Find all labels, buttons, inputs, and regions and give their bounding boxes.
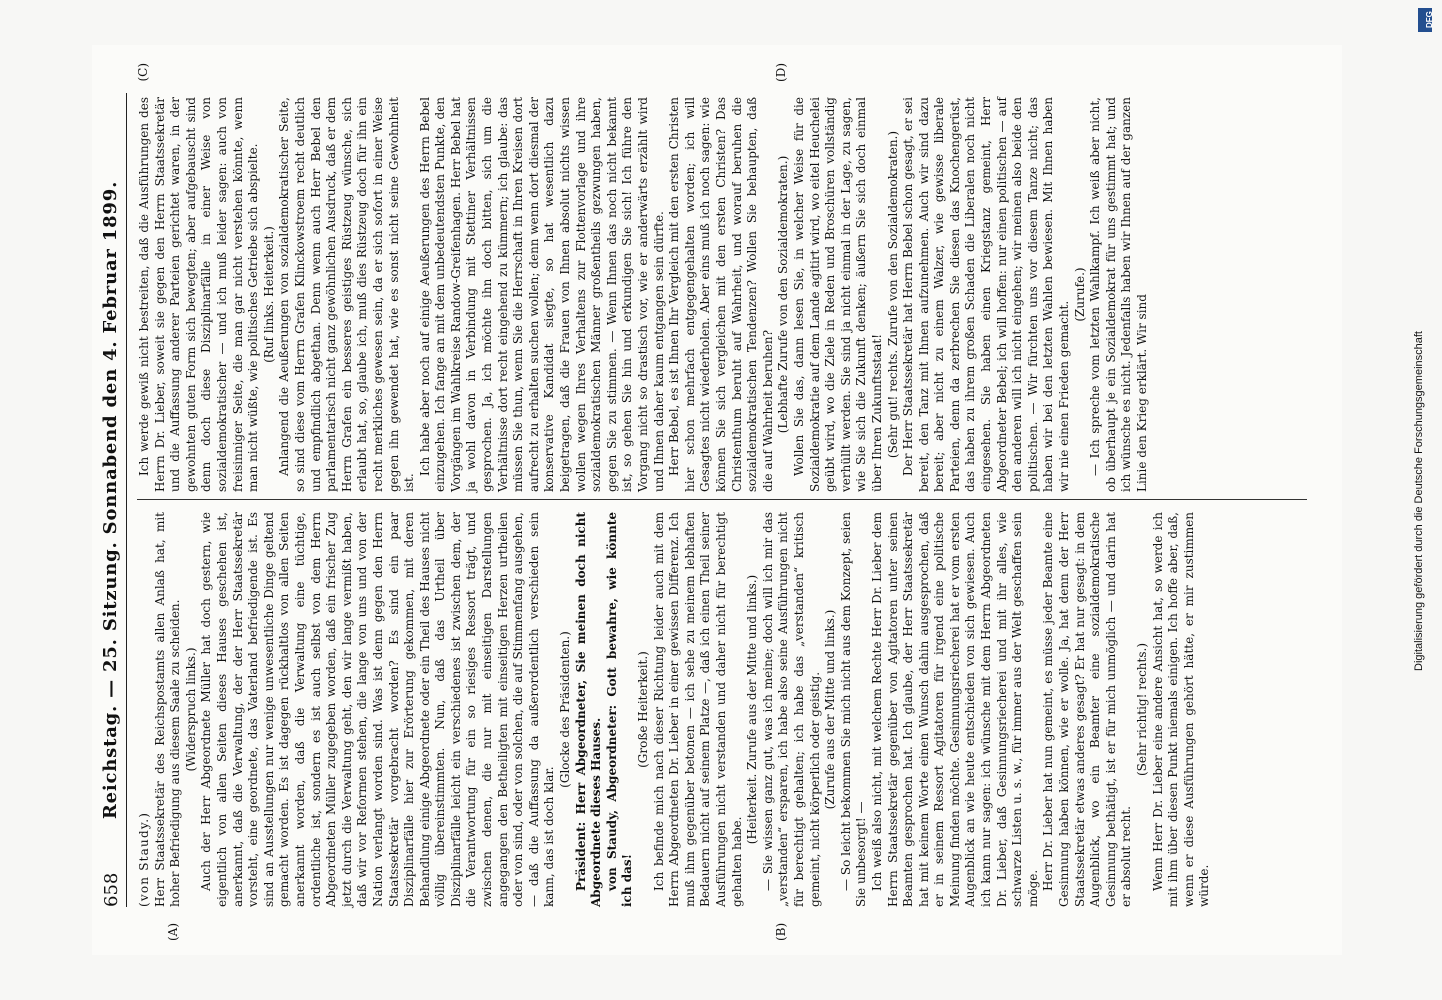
- right-paragraph: Anlangend die Aeußerungen von sozialdemokratischer Seite, so sind diese vom Herrn Grafen Klinckowstroem recht deutlich und empfindlich abgethan. Denn wenn auch Herr Bebel den parlamentarisch nicht ganz gewöhnlichen Ausdruck, daß er dem Herrn Grafen ein besseres geistiges Rüstzeug wünsche, sich erlaubt hat, so, glaube ich, muß dies Rüstzeug doch für ihn ein recht merkliches gewesen sein, da er sich sofort in einer Weise gegen ihn gewendet hat, wie es sonst nicht seine Gewohnheit ist.: [277, 97, 417, 492]
- right-interjection: (Sehr gut! rechts. Zurufe von den Sozialdemokraten.): [885, 130, 900, 459]
- page-number: 658: [101, 872, 122, 907]
- right-paragraph: — Ich spreche vom letzten Wahlkampf. Ich weiß aber nicht, ob überhaupt je ein Sozialdemokrat für uns gestimmt hat; und ich wünsche es nicht. Jedenfalls haben wir Ihnen auf der ganzen Linie den Krieg erklärt. Wir sind: [1088, 97, 1149, 492]
- right-interjection: (Ruf links. Heiterkeit.): [261, 226, 276, 363]
- left-paragraph: von Staudy, Abgeordneter: Gott bewahre, wie könnte ich das!: [604, 512, 635, 907]
- left-paragraph: Wenn Herr Dr. Lieber eine andere Ansicht hat, so werde ich mit ihm über diesen Punkt niemals einigen. Ich hoffe aber, daß, wenn er diese Ausführungen gehört hätte, er mir zustimmen würde.: [1150, 512, 1212, 907]
- speaker-cont: (von Staudy.): [137, 811, 151, 907]
- left-interjection: (Glocke des Präsidenten.): [558, 631, 573, 788]
- right-column: [136, 63, 1317, 492]
- left-interjection: (Widerspruch links.): [183, 647, 198, 772]
- column-divider: [137, 499, 1307, 500]
- page-title: Reichstag. — 25. Sitzung. Sonnabend den 4. Februar 1899.: [100, 180, 121, 820]
- right-interjection: (Lebhafte Zurufe von den Sozialdemokraten.): [776, 155, 791, 434]
- margin-marker-a: (A): [166, 922, 180, 941]
- left-paragraph: — Sie wissen ganz gut, was ich meine; doch will ich mir das „verstanden“ ersparen, ich habe also seine Ausführungen nicht für berechtigt gehalten; ich habe das „verstanden“ kritisch gemeint, nicht körperlich oder geistig.: [760, 512, 822, 907]
- left-column: [137, 512, 1317, 941]
- left-paragraph: — So leicht bekommen Sie mich nicht aus dem Konzept, seien Sie unbesorgt! —: [838, 512, 869, 907]
- page-header: [100, 93, 127, 907]
- two-column-body: [136, 63, 1317, 941]
- right-interjection: (Zurufe.): [1072, 267, 1087, 322]
- left-interjection: (Sehr richtig! rechts.): [1135, 642, 1149, 777]
- dfg-logo: DFG: [1418, 8, 1432, 32]
- left-interjection: (Große Heiterkeit.): [636, 651, 650, 768]
- right-paragraph: Ich habe aber noch auf einige Aeußerungen des Herrn Bebel einzugehen. Ich fange an mit dem unbedeutendsten Punkte, den Vorgängen im Wahlkreise Randow-Greifenhagen. Herr Bebel hat ja wohl davon in Verbindung mit Stettiner Verhältnissen gesprochen. Ja, ich möchte ihn doch bitten, sich um die Verhältnisse dort recht eingehend zu kümmern; ich glaube: das müssen Sie thun, wenn Sie die Herrschaft in Ihren Kreisen dort aufrecht zu erhalten suchen wollen; denn wenn dort diesmal der konservative Kandidat siegte, so hat wesentlich dazu beigetragen, daß die Frauen von Ihnen absolut nichts wissen wollen wegen Ihres Verhaltens zur Flottenvorlage und ihre sozialdemokratischen Männer großentheils gezwungen haben, gegen Sie zu stimmen. — Wenn Ihnen das noch nicht bekannt ist, so gehen Sie hin und erkundigen Sie sich! Ich führe den Vorgang nicht so drastisch vor, wie er anderwärts erzählt wird und Ihnen daher kaum entgangen sein dürfte.: [417, 97, 666, 492]
- margin-marker-d: (D): [774, 63, 788, 82]
- left-paragraph: Ich befinde mich nach dieser Richtung leider auch mit dem Herrn Abgeordneten Dr. Lieber in einer gewissen Differenz. Ich muß ihm gegenüber betonen — ich sehe zu meinem lebhaften Bedauern nicht auf seinem Platze —, daß ich einen Theil seiner Ausführungen nicht verstanden und daher nicht für berechtigt gehalten habe.: [651, 512, 744, 907]
- right-paragraph: Der Herr Staatssekretär hat Herrn Bebel schon gesagt, er sei bereit, den Tanz mit Ihnen aufzunehmen. Auch wir sind dazu bereit; aber nicht zu einem Walzer, wie gewisse liberale Parteien, denn da zerbrechen Sie diesen das Knochengerüst, das haben zu ihrem großen Schaden die Liberalen noch nicht eingesehen. Sie haben einen Kriegstanz gemeint, Herr Abgeordneter Bebel; ich will hoffen: nur einen politischen — auf den anderen will ich nicht eingehen; wir meinen also beide den politischen. — Wir fürchten uns vor diesem Tanze nicht; das haben wir bei den letzten Wahlen bewiesen. Mit Ihnen haben wir nie einen Frieden gemacht.: [901, 97, 1072, 492]
- right-paragraph: Wollen Sie das, dann lesen Sie, in welcher Weise für die Sozialdemokratie auf dem Lande agitirt wird, wo eitel Heuchelei geübt wird, wo die Ziele in Reden und Broschüren vollständig verhüllt werden. Sie sind ja nicht einmal in der Lage, zu sagen, wie Sie sich die Zukunft denken; äußern Sie sich doch einmal über Ihren Zukunftsstaat!: [791, 97, 884, 492]
- left-paragraph: Herr Staatssekretär des Reichspostamts allen Anlaß hat, mit hoher Befriedigung aus diesem Saale zu scheiden.: [152, 512, 183, 907]
- left-paragraph: Herr Dr. Lieber hat nun gemeint, es müsse jeder Beamte eine Gesinnung haben können, wie er wolle. Ja, hat denn der Herr Staatssekretär etwas anderes gesagt? Er hat nur gesagt: in dem Augenblick, wo ein Beamter eine sozialdemokratische Gesinnung bethätigt, ist er für mich unmöglich — und darin hat er absolut recht.: [1041, 512, 1134, 907]
- left-interjection: (Heiterkeit. Zurufe aus der Mitte und links.): [745, 574, 760, 845]
- margin-marker-c: (C): [136, 63, 150, 82]
- rotated-newspaper-page: [92, 45, 1342, 955]
- left-interjection: (Zurufe aus der Mitte und links.): [823, 609, 838, 810]
- right-paragraph: Herr Bebel, es ist Ihnen Ihr Vergleich mit den ersten Christen hier schon mehrfach entgegengehalten worden; ich will Gesagtes nicht wiederholen. Aber eins muß ich noch sagen: wie können Sie sich vergleichen mit den ersten Christen? Das Christenthum beruht auf Wahrheit, und worauf beruhen die sozialdemokratischen Tendenzen? Wollen Sie behaupten, daß die auf Wahrheit beruhen?: [667, 97, 775, 492]
- left-paragraph: Präsident: Herr Abgeordneter, Sie meinen doch nicht Abgeordnete dieses Hauses.: [573, 512, 604, 907]
- left-paragraph: Ich weiß also nicht, mit welchem Rechte Herr Dr. Lieber dem Herrn Staatssekretär gegenüber von Agitatoren unter seinen Beamten gesprochen hat. Ich glaube, der Herr Staatssekretär hat mit keinem Worte einen Wunsch dahin ausgesprochen, daß er in seinem Ressort Agitatoren für irgend eine politische Meinung finden möchte. Gesinnungsriecherei hat er vom ersten Augenblick an wie heute entschieden von sich gewiesen. Auch ich kann nur sagen: ich wünsche mit dem Herrn Abgeordneten Dr. Lieber, daß Gesinnungsriecherei und mit ihr alles, wie schwarze Listen u. s. w., für immer aus der Welt geschaffen sein möge.: [869, 512, 1040, 907]
- right-paragraph: Ich werde gewiß nicht bestreiten, daß die Ausführungen des Herrn Dr. Lieber, soweit sie gegen den Herrn Staatssekretär und die Auffassung anderer Parteien gerichtet waren, in der gewohnten guten Form sich bewegten; aber aufgebauscht sind denn doch diese Disziplinarfälle in einer Weise von sozialdemokratischer — und ich muß leider sagen: auch von freisinniger Seite, die man gar nicht verstehen könnte, wenn man nicht wüßte, wie politisches Getriebe sich abspielte.: [137, 97, 261, 492]
- margin-marker-b: (B): [774, 922, 788, 941]
- digitization-credit: [1407, 8, 1431, 994]
- left-paragraph: Auch der Herr Abgeordnete Müller hat doch gestern, wie eigentlich von allen Seiten dieses Hauses geschehen ist, anerkannt, daß die Verwaltung, der der Herr Staatssekretär vorsteht, eine geordnete, das Vaterland befriedigende ist. Es sind an Ausstellungen nur wenige unwesentliche Dinge geltend gemacht worden. Es ist dagegen rückhaltlos von allen Seiten anerkannt worden, daß die Verwaltung eine tüchtige, ordentliche ist, sondern es ist auch selbst von dem Herrn Abgeordneten Müller zugegeben worden, daß ein frischer Zug jetzt durch die Verwaltung geht, den wir lange vermißt haben, daß wir vor Reformen stehen, die lange von uns und von der Nation verlangt worden sind. Was ist denn gegen den Herrn Staatssekretär vorgebracht worden? Es sind ein paar Disziplinarfälle hier zur Erörterung gekommen, mit deren Behandlung einige Abgeordnete oder ein Theil des Hauses nicht völlig übereinstimmten. Nun, daß das Urtheil über Disziplinarfälle leicht ein verschiedenes ist zwischen dem, der die Verantwortung für ein so riesiges Ressort trägt, und zwischen denen, die nur mit einseitigen Darstellungen angegangen den Betheiligten mit einseitigen Herzen urtheilen oder von sind, oder von solchen, die auf Stimmenfang ausgehen, — daß die Auffassung da außerordentlich verschieden sein kann, das ist doch klar.: [199, 512, 557, 907]
- credit-text: Digitalisierung gefördert durch die Deutsche Forschungsgemeinschaft: [1413, 331, 1425, 671]
